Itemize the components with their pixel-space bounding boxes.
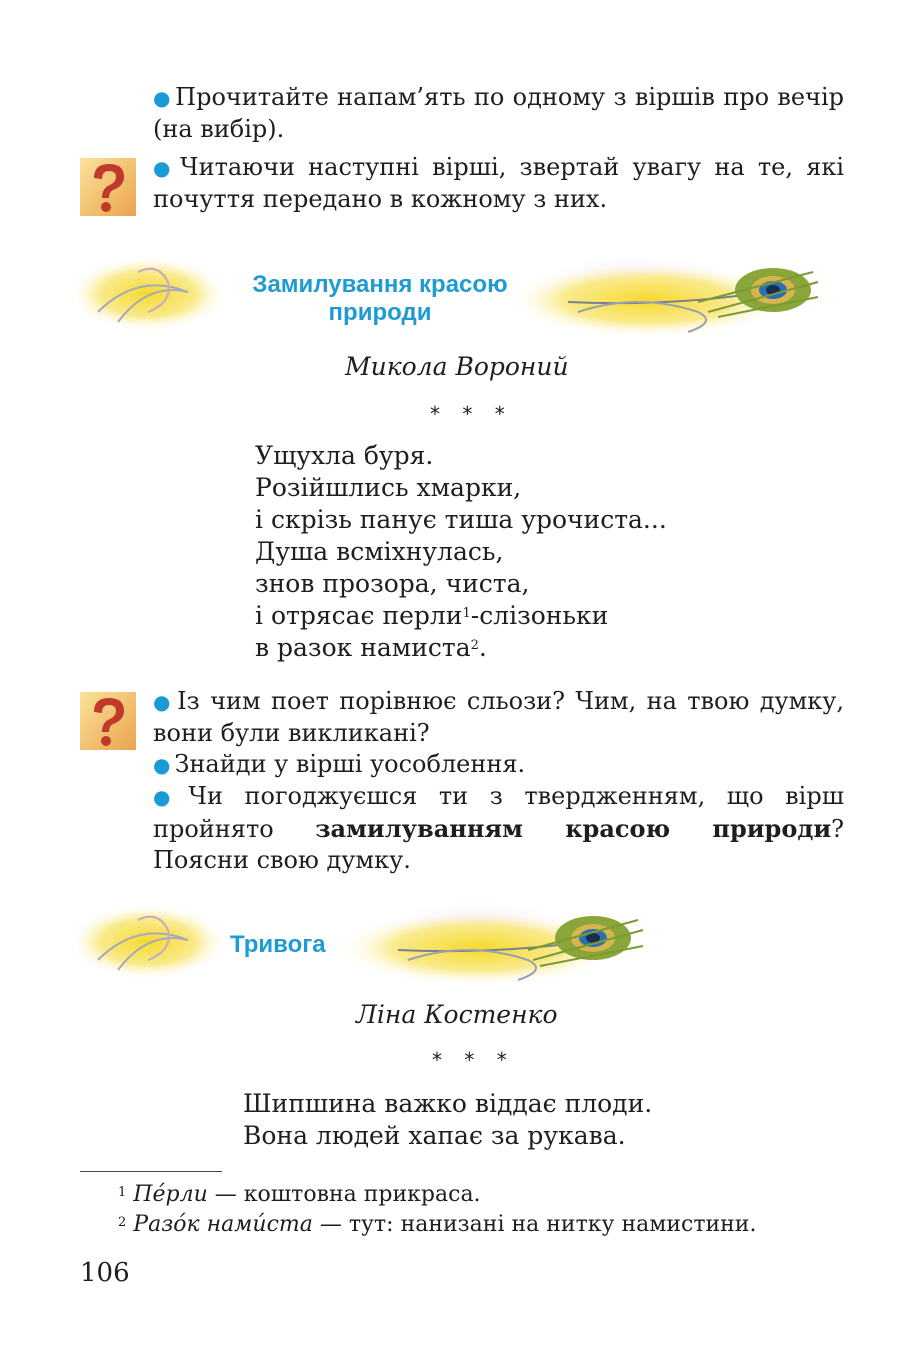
footnote-1: $^1$ Пе́рли — коштовна прикраса. [118, 1182, 481, 1207]
poem-line: в разок намиста$^2$. [255, 633, 487, 662]
recite-instruction: ● Прочитайте напам’ять по одному з віршів про вечір (на вибір). [153, 83, 845, 143]
footnote-2: $^2$ Разо́к нами́ста — тут: нанизані на нитку намистини. [118, 1212, 757, 1237]
poem-1-author: Микола Вороний [345, 352, 569, 381]
peacock-feather-banner [78, 898, 658, 990]
question-item: ● Знайди у вірші уособлення. [153, 750, 526, 778]
poem-line: Душа всміхнулась, [255, 537, 504, 566]
poem-2 [243, 1088, 652, 1152]
bullet-dot-icon: ● [153, 156, 177, 180]
poem-1-stars: * * * [430, 402, 513, 426]
question-item: ● Чи погоджуєшся ти з твердженням, що вірш пройнято замилуванням красою природи? Поясни свою думку. [153, 782, 845, 874]
question-item: ● Із чим поет порівнює сльози? Чим, на твою думку, вони були викликані? [153, 687, 845, 747]
bullet-dot-icon: ● [153, 86, 172, 110]
bullet-dot-icon: ● [153, 690, 174, 714]
poem-line: Шипшина важко віддає плоди. [243, 1089, 653, 1118]
reading-instruction: ● Читаючи наступні вірші, звертай увагу на те, які почуття передано в кожному з них. [153, 153, 845, 213]
poem-2-author: Ліна Костенко [356, 1000, 558, 1029]
poem-1-questions [153, 686, 844, 876]
question-mark-icon [80, 692, 136, 750]
poem-line: і скрізь панує тиша урочиста... [255, 505, 667, 534]
footnotes [118, 1180, 756, 1240]
poem-2-stars: * * * [432, 1048, 515, 1072]
footnote-divider [80, 1171, 222, 1172]
footnote-ref: 2 [470, 638, 479, 653]
section-2-heading: Тривога [230, 931, 326, 958]
section-banner-2 [78, 898, 658, 990]
poem-line: Розійшлись хмарки, [255, 473, 522, 502]
question-mark-icon [80, 158, 136, 216]
page-number: 106 [80, 1258, 130, 1288]
poem-line: і отрясає перли$^1$-слізоньки [255, 601, 609, 630]
bullet-dot-icon: ● [153, 753, 171, 777]
bullet-dot-icon: ● [153, 785, 185, 809]
poem-line: Вона людей хапає за рукава. [243, 1121, 626, 1150]
section-1-heading: Замилування красою природи [252, 271, 508, 326]
poem-1 [255, 440, 667, 664]
poem-line: Ущухла буря. [255, 441, 434, 470]
footnote-ref: 1 [462, 606, 471, 621]
poem-line: знов прозора, чиста, [255, 569, 530, 598]
